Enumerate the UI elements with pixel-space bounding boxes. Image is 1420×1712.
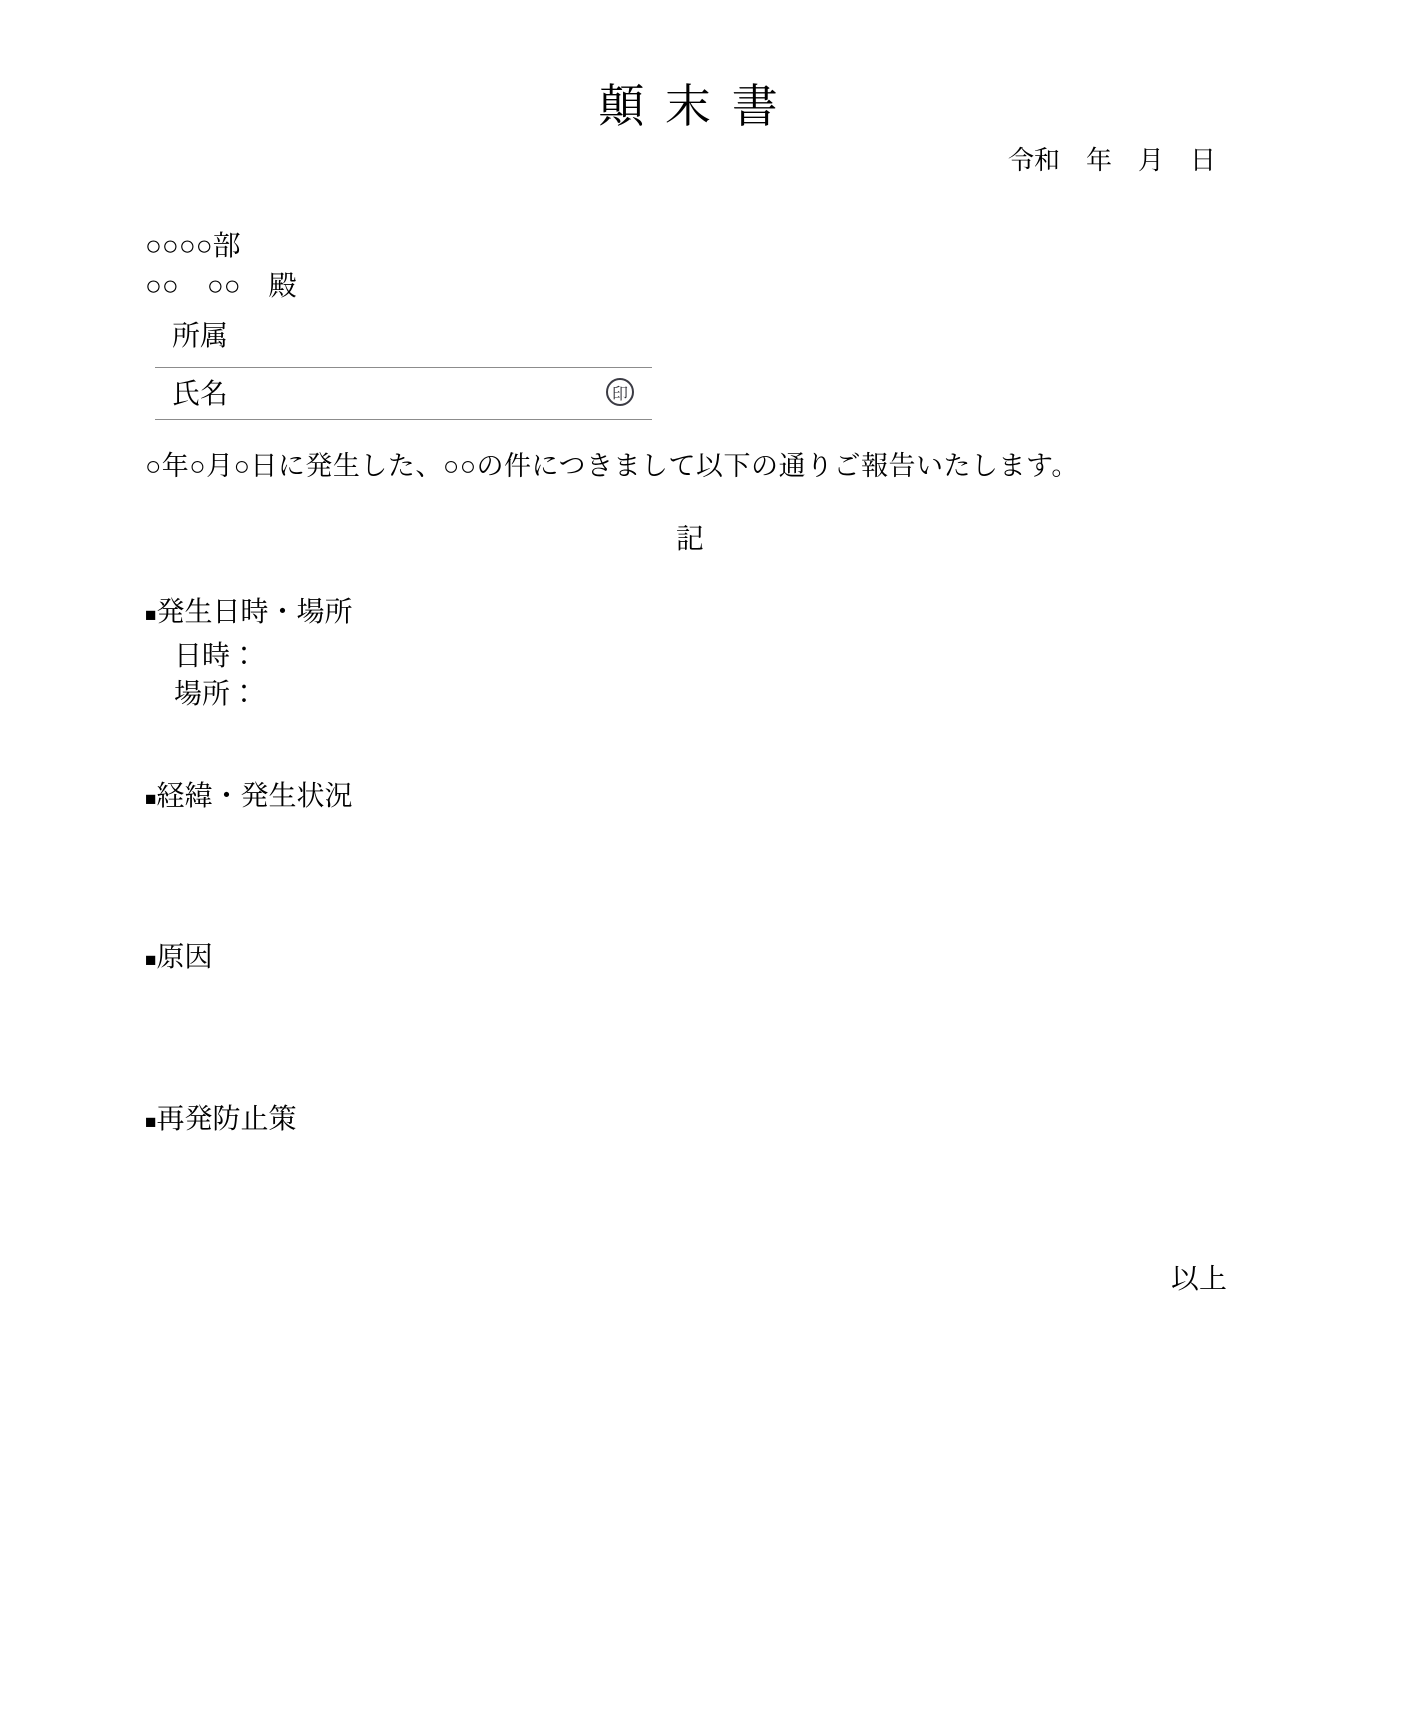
affiliation-field-line[interactable] [155,367,652,368]
section-heading-label: 再発防止策 [156,1103,297,1134]
square-bullet-icon: ■ [145,1112,157,1133]
recipient-name: ○○ ○○ 殿 [145,270,297,301]
square-bullet-icon: ■ [145,950,157,971]
location-field-label: 場所： [174,678,259,709]
section-heading-circumstances [145,780,353,812]
section-heading-incident-datetime-place [145,596,353,628]
affiliation-label: 所属 [172,320,229,351]
date-line: 令和 年 月 日 [1008,145,1217,175]
square-bullet-icon: ■ [145,605,157,626]
section-heading-label: 経緯・発生状況 [156,780,353,811]
closing-text: 以上 [1170,1263,1227,1294]
section-heading-prevention [145,1103,297,1135]
datetime-field-label: 日時： [174,640,259,671]
square-bullet-icon: ■ [145,789,157,810]
intro-paragraph: ○年○月○日に発生した、○○の件につきまして以下の通りご報告いたします。 [145,451,1079,481]
seal-mark-icon [606,378,634,406]
record-marker: 記 [675,523,704,554]
section-heading-cause [145,941,213,973]
seal-character: 印 [611,385,628,403]
section-heading-label: 発生日時・場所 [156,596,353,627]
name-label: 氏名 [172,378,229,409]
recipient-department: ○○○○部 [145,230,241,261]
section-heading-label: 原因 [156,941,213,972]
page-title: 顛 末 書 [598,80,782,132]
name-field-line[interactable] [155,419,652,420]
